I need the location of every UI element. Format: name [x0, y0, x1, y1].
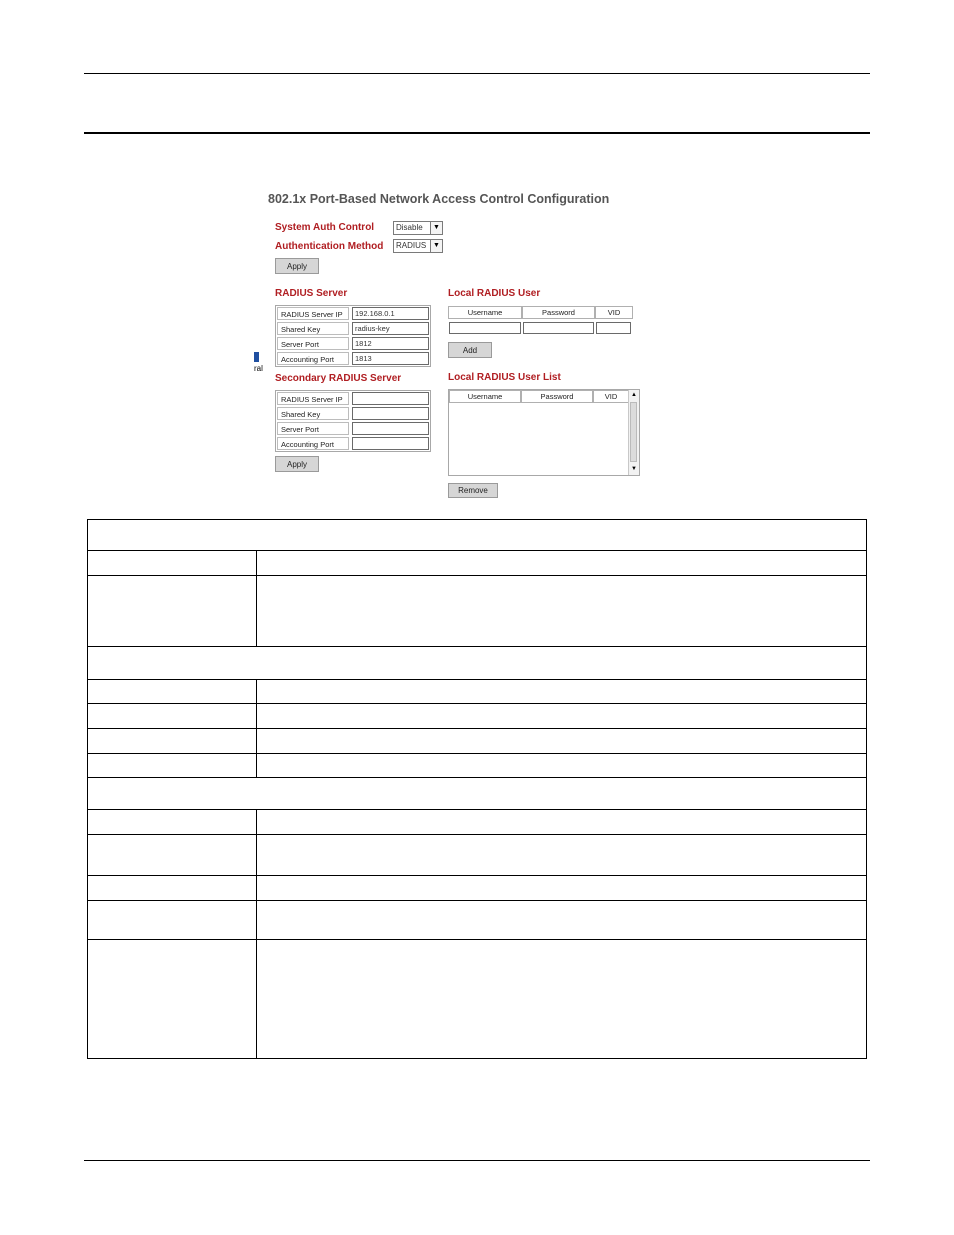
system-auth-control-select[interactable]	[393, 221, 443, 235]
radius-server-heading: RADIUS Server	[275, 288, 348, 299]
description-table	[87, 519, 867, 1059]
scroll-up-icon[interactable]: ▲	[631, 392, 637, 398]
table-column-divider	[256, 679, 257, 778]
table-row-divider	[88, 753, 866, 754]
table-row-divider	[88, 679, 866, 680]
page-title: 802.1x Port-Based Network Access Control Configuration	[268, 192, 610, 206]
add-user-button[interactable]: Add	[448, 342, 492, 358]
local-radius-user-form	[448, 306, 633, 337]
list-scrollbar[interactable]	[628, 390, 639, 475]
username-input[interactable]	[449, 322, 521, 334]
apply-auth-button[interactable]: Apply	[275, 258, 319, 274]
username-column-header: Username	[448, 306, 522, 319]
server-port-input[interactable]: 1812	[352, 337, 429, 350]
table-row-divider	[88, 875, 866, 876]
table-row-divider	[88, 575, 866, 576]
selection-marker	[254, 352, 259, 362]
list-password-column-header: Password	[521, 390, 593, 403]
table-row-divider	[88, 646, 866, 647]
system-auth-control-label: System Auth Control	[275, 222, 375, 233]
password-input[interactable]	[523, 322, 594, 334]
secondary-accounting-port-input[interactable]	[352, 437, 429, 450]
list-username-column-header: Username	[449, 390, 521, 403]
scroll-down-icon[interactable]: ▼	[631, 466, 637, 472]
shared-key-input[interactable]: radius-key	[352, 322, 429, 335]
shared-key-label: Shared Key	[277, 322, 349, 335]
table-row-divider	[88, 834, 866, 835]
radius-server-ip-input[interactable]: 192.168.0.1	[352, 307, 429, 320]
system-auth-control-value: Disable	[396, 223, 423, 232]
table-row-divider	[88, 550, 866, 551]
authentication-method-label: Authentication Method	[275, 241, 384, 252]
table-row-divider	[88, 809, 866, 810]
section-rule	[84, 132, 870, 134]
table-row-divider	[88, 703, 866, 704]
secondary-server-port-input[interactable]	[352, 422, 429, 435]
secondary-radius-server-ip-label: RADIUS Server IP	[277, 392, 349, 405]
secondary-accounting-port-label: Accounting Port	[277, 437, 349, 450]
header-rule	[84, 73, 870, 74]
radius-server-table	[275, 305, 431, 367]
local-radius-user-heading: Local RADIUS User	[448, 288, 541, 299]
table-column-divider	[256, 809, 257, 1059]
secondary-shared-key-label: Shared Key	[277, 407, 349, 420]
table-row-divider	[88, 900, 866, 901]
table-column-divider	[256, 550, 257, 646]
secondary-server-port-label: Server Port	[277, 422, 349, 435]
chevron-down-icon[interactable]: ▼	[430, 240, 442, 252]
scroll-thumb[interactable]	[630, 402, 637, 462]
table-row-divider	[88, 777, 866, 778]
local-radius-user-list-heading: Local RADIUS User List	[448, 372, 561, 383]
authentication-method-select[interactable]	[393, 239, 443, 253]
apply-radius-button[interactable]: Apply	[275, 456, 319, 472]
local-radius-user-list[interactable]	[448, 389, 640, 476]
secondary-radius-server-heading: Secondary RADIUS Server	[275, 373, 402, 384]
table-row-divider	[88, 939, 866, 940]
secondary-radius-server-table	[275, 390, 431, 452]
vid-input[interactable]	[596, 322, 631, 334]
password-column-header: Password	[522, 306, 595, 319]
footer-rule	[84, 1160, 870, 1161]
list-vid-column-header: VID	[593, 390, 629, 403]
left-fragment-text: ral	[254, 364, 263, 373]
server-port-label: Server Port	[277, 337, 349, 350]
accounting-port-label: Accounting Port	[277, 352, 349, 365]
table-row-divider	[88, 728, 866, 729]
secondary-radius-server-ip-input[interactable]	[352, 392, 429, 405]
chevron-down-icon[interactable]: ▼	[430, 222, 442, 234]
secondary-shared-key-input[interactable]	[352, 407, 429, 420]
authentication-method-value: RADIUS	[396, 241, 427, 250]
remove-user-button[interactable]: Remove	[448, 483, 498, 498]
radius-server-ip-label: RADIUS Server IP	[277, 307, 349, 320]
accounting-port-input[interactable]: 1813	[352, 352, 429, 365]
vid-column-header: VID	[595, 306, 633, 319]
